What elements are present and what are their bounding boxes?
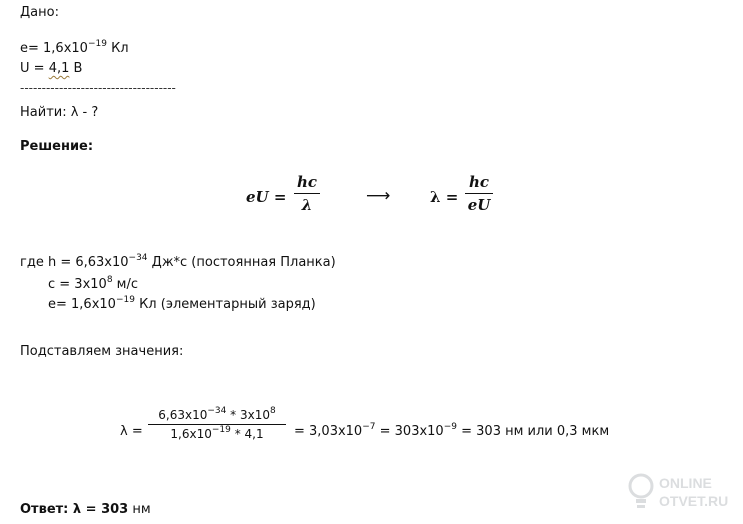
answer-label: Ответ: [20,502,69,517]
answer-value: λ = 303 [68,502,129,517]
const-planck-prefix: где h = 6,63х10 [20,255,129,270]
calc-denominator-b: * 4,1 [230,427,264,441]
formula-fraction-2-bar [465,193,493,194]
given-separator: ------------------------------------ [20,81,176,95]
calc-result [294,422,610,439]
given-charge [20,39,129,56]
calc-numerator-mid: * 3х10 [226,408,270,422]
formula-fraction-1-num: hc [296,173,318,191]
formula-eu: eU [246,188,269,206]
given-voltage [20,62,82,75]
const-planck [20,253,336,270]
watermark-logo [625,466,735,518]
formula-equals: = [273,188,287,206]
const-charge-suffix: Кл (элементарный заряд) [134,297,316,312]
answer-line [20,503,151,516]
const-light-speed [48,275,139,292]
const-planck-suffix: Дж*с (постоянная Планка) [147,255,336,270]
const-light-speed-prefix: с = 3х10 [48,277,107,292]
arrow-icon: ⟶ [366,186,391,206]
find-line: Найти: λ - ? [20,105,99,120]
given-charge-exp: −19 [87,39,107,49]
substitute-label: Подставляем значения: [20,344,184,359]
const-planck-exp: −34 [128,253,148,263]
watermark-line-1: ONLINE [659,475,712,491]
formula-fraction-1-bar [294,193,320,194]
const-charge [48,295,316,312]
watermark-line-2: OTVET.RU [659,493,729,509]
formula-lhs [246,190,286,205]
calc-result-b: = 303х10 [375,424,444,439]
calc-result-c: = 303 нм или 0,3 мкм [457,424,610,439]
formula-fraction-2-num: hc [468,173,490,191]
calc-fraction [148,408,286,441]
formula-lambda [430,190,458,205]
solution-label: Решение: [20,139,94,154]
calc-numerator-b-exp: 8 [270,406,276,416]
lightbulb-icon [625,466,735,518]
formula-fraction-1 [294,173,320,214]
calc-numerator [148,408,286,422]
const-light-speed-exp: 8 [106,275,113,285]
const-charge-prefix: е= 1,6х10 [48,297,116,312]
given-label: Дано: [20,5,59,20]
calc-denominator-a: 1,6х10 [170,427,212,441]
given-charge-unit: Кл [106,41,129,56]
given-voltage-prefix: U = [20,61,49,76]
calc-result-a-exp: −7 [362,422,376,432]
calc-denominator-a-exp: −19 [211,425,231,435]
const-charge-exp: −19 [115,295,135,305]
given-charge-prefix: е= 1,6х10 [20,41,88,56]
calc-denominator [148,427,286,441]
formula-fraction-2 [465,173,493,214]
given-voltage-value: 4,1 [48,61,70,76]
calc-lambda-equals: λ = [120,424,143,439]
const-light-speed-suffix: м/с [112,277,139,292]
formula-lambda-symbol: λ [430,188,441,206]
formula-fraction-2-den: eU [467,196,491,214]
calc-numerator-a: 6,63х10 [158,408,208,422]
formula-fraction-1-den: λ [301,196,313,214]
formula-lambda-equals: = [445,188,459,206]
given-voltage-unit: В [69,61,83,76]
calc-numerator-a-exp: −34 [207,406,227,416]
calc-result-a: = 3,03х10 [294,424,363,439]
calc-result-b-exp: −9 [443,422,457,432]
answer-unit: нм [128,502,151,517]
